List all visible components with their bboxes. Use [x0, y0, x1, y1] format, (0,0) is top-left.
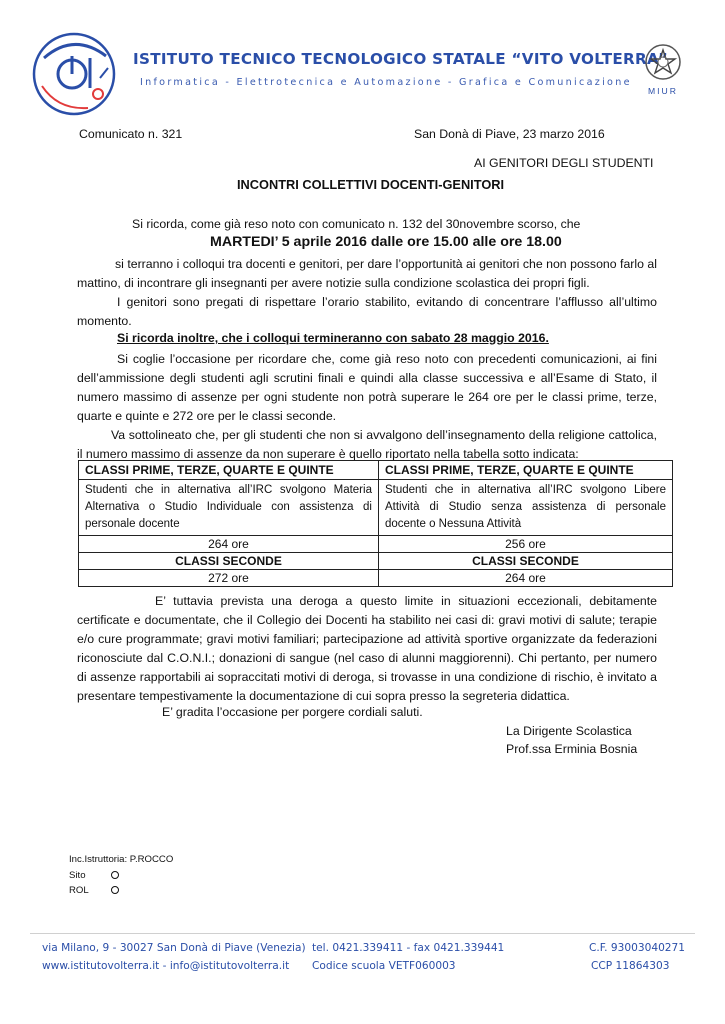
signature-role: La Dirigente Scolastica — [506, 724, 632, 738]
table-sub-left: CLASSI SECONDE — [79, 553, 379, 570]
school-logo — [28, 28, 120, 120]
table-row — [79, 480, 673, 536]
table-hours2-left: 272 ore — [79, 570, 379, 587]
school-subtitle: Informatica - Elettrotecnica e Automazione - Grafica e Comunicazione — [140, 77, 632, 88]
absence-table — [78, 460, 673, 587]
comunicato-number: Comunicato n. 321 — [79, 127, 183, 141]
republic-emblem-icon — [643, 42, 683, 82]
istruttoria-note: Inc.Istruttoria: P.ROCCO — [69, 854, 174, 865]
intro-text: Si ricorda, come già reso noto con comunicato n. 132 del 30novembre scorso, che — [132, 217, 581, 231]
table-hours2-right: 264 ore — [378, 570, 672, 587]
table-header-right: CLASSI PRIME, TERZE, QUARTE E QUINTE — [378, 461, 672, 480]
footer-divider — [30, 933, 695, 934]
paragraph-6: E’ tuttavia prevista una deroga a questo limite in situazioni eccezionali, debitamente certificate e documentate, che il Collegio dei Docenti ha stabilito nei casi di: gravi motivi di salute; terapie e/o cure programmate; gravi motivi familiari; partecipazione ad attività sportive organizzate da federazioni riconosciute dal C.O.N.I.; donazioni di sangue (nel caso di alunni maggiorenni). Chi pertanto, per numero di assenze rapportabili ai sopraccitati motivi di deroga, si trovasse in una condizione di rischio, è invitato a presentare tempestivamente la documentazione di cui sopra presso la segreteria didattica. — [77, 594, 657, 703]
miur-label: MIUR — [648, 86, 678, 96]
recipient: AI GENITORI DEGLI STUDENTI — [474, 156, 654, 170]
footer-web: www.istitutovolterra.it - info@istitutovolterra.it — [42, 960, 290, 972]
table-row — [79, 570, 673, 587]
footer-address: via Milano, 9 - 30027 San Donà di Piave (Venezia) — [42, 942, 306, 954]
rol-label: ROL — [69, 885, 89, 896]
footer-cf: C.F. 93003040271 — [589, 942, 686, 954]
footer-school-code: Codice scuola VETF060003 — [312, 960, 456, 972]
table-hours-left: 264 ore — [79, 536, 379, 553]
signature-name: Prof.ssa Erminia Bosnia — [506, 742, 638, 756]
table-sub-right: CLASSI SECONDE — [378, 553, 672, 570]
paragraph-1: si terranno i colloqui tra docenti e genitori, per dare l’opportunità ai genitori che non possono farlo al mattino, di incontrare gli insegnanti per avere notizie sulla condizione scolastica dei propri figli. — [77, 257, 657, 290]
table-row — [79, 553, 673, 570]
sito-label: Sito — [69, 870, 86, 881]
table-desc-right: Studenti che in alternativa all’IRC svolgono Libere Attività di Studio senza assistenza di personale docente o Nessuna Attività — [378, 480, 672, 536]
place-date: San Donà di Piave, 23 marzo 2016 — [414, 127, 605, 141]
paragraph-7: E’ gradita l’occasione per porgere cordiali saluti. — [162, 705, 423, 719]
meeting-date: MARTEDI’ 5 aprile 2016 dalle ore 15.00 alle ore 18.00 — [210, 234, 562, 250]
rol-circle-icon — [111, 886, 119, 894]
school-name: ISTITUTO TECNICO TECNOLOGICO STATALE “VITO VOLTERRA” — [133, 50, 668, 68]
document-title: INCONTRI COLLETTIVI DOCENTI-GENITORI — [237, 177, 505, 192]
table-header-left: CLASSI PRIME, TERZE, QUARTE E QUINTE — [79, 461, 379, 480]
table-hours-right: 256 ore — [378, 536, 672, 553]
table-row — [79, 461, 673, 480]
footer-phone: tel. 0421.339411 - fax 0421.339441 — [312, 942, 505, 954]
paragraph-2: I genitori sono pregati di rispettare l’orario stabilito, evitando di concentrare l’afflusso all’ultimo momento. — [77, 295, 657, 328]
paragraph-4: Si coglie l’occasione per ricordare che, come già reso noto con precedenti comunicazioni, ai fini dell’ammissione degli studenti agli scrutini finali e quindi alla classe successiva e all’Esame di Stato, il numero massimo di assenze per ogni studente non potrà superare le 264 ore per le classi prime, terze, quarte e quinte e 272 ore per le classi seconde. — [77, 352, 657, 423]
table-desc-left: Studenti che in alternativa all’IRC svolgono Materia Alternativa o Studio Individuale con assistenza di personale docente — [79, 480, 379, 536]
paragraph-5: Va sottolineato che, per gli studenti che non si avvalgono dell’insegnamento della religione cattolica, il numero massimo di assenze da non superare è quello riportato nella tabella sotto indicata: — [77, 428, 657, 461]
footer-ccp: CCP 11864303 — [591, 960, 670, 972]
paragraph-3: Si ricorda inoltre, che i colloqui termineranno con sabato 28 maggio 2016. — [117, 331, 549, 345]
table-row — [79, 536, 673, 553]
sito-circle-icon — [111, 871, 119, 879]
